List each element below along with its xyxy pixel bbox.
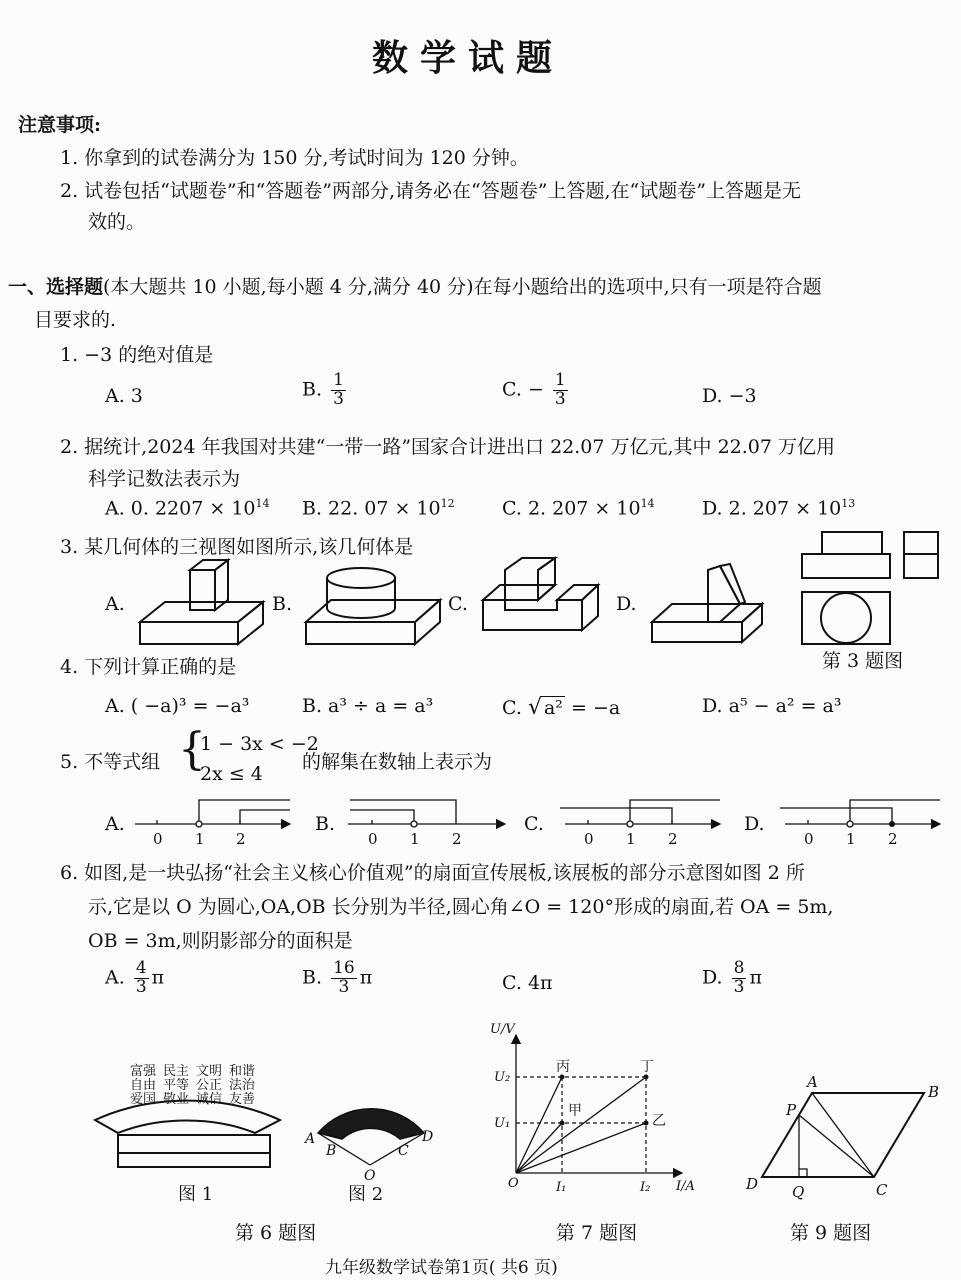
svg-text:2: 2 bbox=[236, 830, 246, 848]
svg-text:2: 2 bbox=[452, 830, 462, 848]
fraction: $\frac{4}{3}$ bbox=[135, 958, 147, 997]
q1-option-b: B. $\frac{1}{3}$ bbox=[302, 370, 344, 409]
q5-stem-suffix: 的解集在数轴上表示为 bbox=[302, 751, 493, 773]
svg-text:U₂: U₂ bbox=[494, 1070, 511, 1085]
q6-figure-caption: 第 6 题图 bbox=[235, 1222, 317, 1244]
figures-row bbox=[0, 1015, 961, 1215]
q5-stem-prefix: 5. 不等式组 bbox=[60, 751, 161, 773]
sqrt-icon: √ bbox=[527, 695, 542, 720]
q5-option-a: A. bbox=[105, 813, 125, 835]
svg-text:1: 1 bbox=[410, 830, 420, 848]
q1-option-a: A. 3 bbox=[105, 385, 143, 407]
svg-text:丁: 丁 bbox=[640, 1059, 654, 1075]
svg-text:B: B bbox=[326, 1143, 337, 1159]
q4-stem: 4. 下列计算正确的是 bbox=[60, 656, 237, 678]
q2-option-c: C. 2. $207 \times 10^{14}$ bbox=[502, 497, 655, 520]
q5-line-d bbox=[780, 800, 940, 848]
svg-text:C: C bbox=[876, 1181, 888, 1199]
fig1-fan-board bbox=[95, 1063, 280, 1205]
q1-option-c: C. − $\frac{1}{3}$ bbox=[502, 370, 566, 409]
svg-text:2: 2 bbox=[668, 830, 678, 848]
q6-option-d: D. $\frac{8}{3}$ π bbox=[702, 958, 762, 997]
fig2-sector bbox=[303, 1109, 433, 1205]
q4-option-d: D. a⁵ − a² = a³ bbox=[702, 695, 842, 717]
svg-text:P: P bbox=[786, 1101, 797, 1119]
fan-text-group: 富强 民主 文明 和谐 自由 平等 公正 法治 爱国 敬业 诚信 友善 bbox=[130, 1064, 256, 1107]
fig9-parallelogram bbox=[745, 1073, 939, 1201]
svg-text:D: D bbox=[746, 1175, 759, 1193]
notice-item-1: 1. 你拿到的试卷满分为 150 分,考试时间为 120 分钟。 bbox=[60, 147, 529, 169]
svg-text:1: 1 bbox=[195, 830, 205, 848]
svg-text:C: C bbox=[398, 1143, 409, 1159]
q1-stem: 1. −3 的绝对值是 bbox=[60, 344, 214, 366]
q3-option-b: B. bbox=[272, 593, 293, 615]
q3-option-a: A. bbox=[105, 593, 125, 615]
section-desc-a: (本大题共 10 小题,每小题 4 分,满分 40 分)在每小题给出的选项中,只有一项是符合题 bbox=[103, 276, 822, 298]
q5-line-c bbox=[560, 800, 720, 848]
svg-text:乙: 乙 bbox=[652, 1113, 666, 1129]
svg-text:A: A bbox=[807, 1073, 818, 1091]
svg-text:Q: Q bbox=[792, 1183, 805, 1201]
svg-text:0: 0 bbox=[368, 830, 378, 848]
fraction: $\frac{8}{3}$ bbox=[733, 958, 745, 997]
svg-text:I/A: I/A bbox=[676, 1179, 695, 1194]
q5-number-lines bbox=[0, 790, 961, 850]
q6-stem-a: 6. 如图,是一块弘扬“社会主义核心价值观”的扇面宣传展板,该展板的部分示意图如图 2 所 bbox=[60, 862, 805, 884]
svg-text:B: B bbox=[928, 1083, 940, 1101]
svg-text:图 1: 图 1 bbox=[178, 1184, 214, 1205]
q3-solid-b bbox=[306, 568, 440, 644]
q2-stem-a: 2. 据统计,2024 年我国对共建“一带一路”国家合计进出口 22.07 万亿元,其中 22.07 万亿用 bbox=[60, 436, 836, 458]
q5-ineq-2: 2x ≤ 4 bbox=[200, 763, 263, 785]
svg-text:I₁: I₁ bbox=[556, 1180, 567, 1195]
notice-heading: 注意事项: bbox=[18, 114, 102, 136]
q4-option-c: C. √ a² = −a bbox=[502, 695, 621, 720]
q3-stem: 3. 某几何体的三视图如图所示,该几何体是 bbox=[60, 536, 414, 558]
notice-item-2b: 效的。 bbox=[88, 211, 146, 233]
svg-text:2: 2 bbox=[888, 830, 898, 848]
svg-text:U/V: U/V bbox=[490, 1022, 515, 1037]
q2-option-b: B. 22. $07 \times 10^{12}$ bbox=[302, 497, 455, 520]
fig7-ui-graph bbox=[490, 1022, 695, 1195]
q9-figure-caption: 第 9 题图 bbox=[790, 1222, 872, 1244]
fraction: $\frac{1}{3}$ bbox=[554, 370, 566, 409]
svg-text:丙: 丙 bbox=[556, 1059, 570, 1075]
q1-option-d: D. −3 bbox=[702, 385, 757, 407]
svg-text:A: A bbox=[305, 1131, 316, 1147]
q6-stem-c: OB = 3m,则阴影部分的面积是 bbox=[88, 930, 353, 952]
page-title: 数学试题 bbox=[372, 37, 565, 79]
q5-line-b bbox=[348, 800, 505, 848]
q2-option-a: A. 0. $2207 \times 10^{14}$ bbox=[105, 497, 270, 520]
svg-text:0: 0 bbox=[153, 830, 163, 848]
svg-text:1: 1 bbox=[626, 830, 636, 848]
fraction: $\frac{1}{3}$ bbox=[333, 370, 344, 409]
svg-text:1: 1 bbox=[846, 830, 856, 848]
page-footer: 九年级数学试卷第1页( 共6 页) bbox=[325, 1258, 558, 1278]
svg-text:O: O bbox=[508, 1176, 519, 1191]
svg-text:图 2: 图 2 bbox=[348, 1184, 384, 1205]
section-desc-b: 目要求的. bbox=[34, 309, 117, 331]
q5-option-d: D. bbox=[744, 813, 765, 835]
q3-option-c: C. bbox=[448, 593, 468, 615]
section-heading bbox=[8, 272, 822, 299]
q4-option-b: B. a³ ÷ a = a³ bbox=[302, 695, 434, 717]
q6-stem-b: 示,它是以 O 为圆心,OA,OB 长分别为半径,圆心角∠O = 120°形成的扇面,若 OA = 5m, bbox=[88, 896, 834, 918]
q7-figure-caption: 第 7 题图 bbox=[556, 1222, 638, 1244]
svg-text:甲: 甲 bbox=[568, 1103, 582, 1119]
q2-option-d: D. 2. $207 \times 10^{13}$ bbox=[702, 497, 856, 520]
q5-option-b: B. bbox=[315, 813, 336, 835]
section-label: 一、选择题 bbox=[8, 276, 104, 298]
svg-text:I₂: I₂ bbox=[640, 1180, 651, 1195]
svg-text:0: 0 bbox=[804, 830, 814, 848]
q5-ineq-1: 1 − 3x < −2 bbox=[200, 733, 319, 755]
q3-caption: 第 3 题图 bbox=[822, 650, 904, 672]
q6-option-c: C. 4π bbox=[502, 972, 553, 994]
q3-solids bbox=[0, 530, 961, 650]
q5-option-c: C. bbox=[524, 813, 544, 835]
notice-item-2a: 2. 试卷包括“试题卷”和“答题卷”两部分,请务必在“答题卷”上答题,在“试题卷”上答题是无 bbox=[60, 180, 801, 202]
fraction: $\frac{16}{3}$ bbox=[333, 958, 355, 997]
q6-option-b: B. $\frac{16}{3}$ π bbox=[302, 958, 373, 997]
q2-stem-b: 科学记数法表示为 bbox=[88, 468, 241, 490]
svg-text:O: O bbox=[364, 1168, 376, 1184]
q3-solid-a bbox=[140, 560, 263, 644]
q3-solid-d bbox=[652, 564, 762, 642]
svg-text:U₁: U₁ bbox=[494, 1116, 511, 1131]
q3-option-d: D. bbox=[616, 593, 637, 615]
q6-option-a: A. $\frac{4}{3}$ π bbox=[105, 958, 165, 997]
q5-line-a bbox=[135, 800, 290, 848]
brace-icon: { bbox=[178, 724, 206, 775]
q4-option-a: A. ( −a)³ = −a³ bbox=[105, 695, 250, 717]
svg-text:0: 0 bbox=[584, 830, 594, 848]
q3-solid-c bbox=[483, 558, 598, 630]
q3-three-views bbox=[802, 532, 938, 644]
svg-text:D: D bbox=[422, 1129, 434, 1145]
